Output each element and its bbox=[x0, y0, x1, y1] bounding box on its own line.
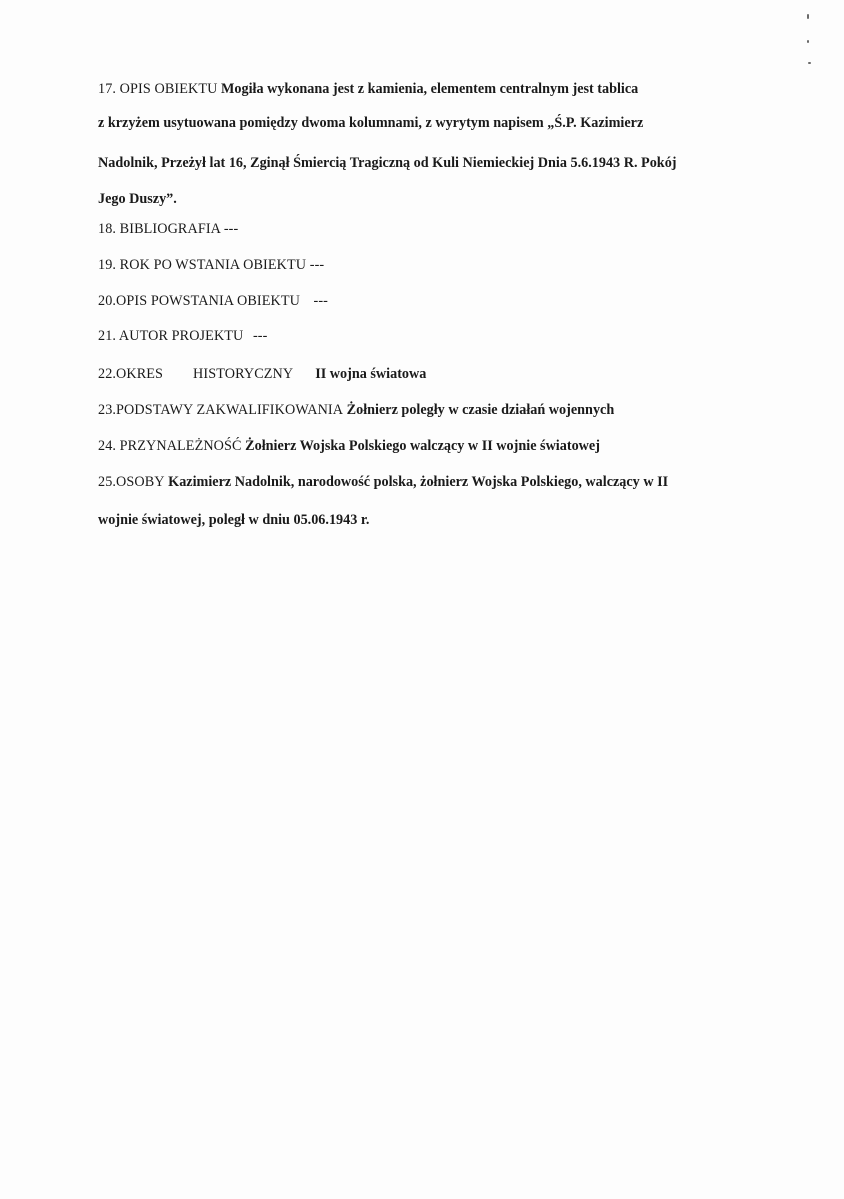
item-23-value: Żołnierz poległy w czasie działań wojennych bbox=[346, 402, 615, 418]
item-18: 18. BIBLIOGRAFIA --- bbox=[98, 221, 239, 237]
item-24-label: 24. PRZYNALEŻNOŚĆ bbox=[98, 438, 242, 454]
item-19: 19. ROK PO WSTANIA OBIEKTU --- bbox=[98, 257, 325, 273]
item-21-label: 21. AUTOR PROJEKTU bbox=[98, 328, 244, 344]
scan-speck bbox=[807, 14, 809, 19]
item-17-label: 17. OPIS OBIEKTU bbox=[98, 81, 218, 97]
item-23 bbox=[98, 401, 614, 419]
item-22-value: II wojna światowa bbox=[315, 366, 427, 382]
item-17-value: Mogiła wykonana jest z kamienia, elementem centralnym jest tablica bbox=[220, 81, 639, 97]
item-21 bbox=[98, 327, 267, 345]
item-25-line-2: wojnie światowej, poległ w dniu 05.06.1943 r. bbox=[98, 512, 370, 528]
item-22 bbox=[98, 365, 426, 383]
item-24-value: Żołnierz Wojska Polskiego walczący w II wojnie światowej bbox=[245, 438, 600, 454]
item-21-value: --- bbox=[252, 328, 268, 344]
item-17-line-4: Jego Duszy”. bbox=[98, 191, 177, 207]
scan-speck bbox=[808, 62, 811, 64]
item-25-line-1 bbox=[98, 473, 668, 491]
item-22-label: 22.OKRES bbox=[98, 366, 164, 382]
item-17-line-2: z krzyżem usytuowana pomiędzy dwoma kolumnami, z wyrytym napisem „Ś.P. Kazimierz bbox=[98, 115, 644, 131]
item-24 bbox=[98, 437, 600, 455]
item-25-label: 25.OSOBY bbox=[98, 474, 165, 490]
scan-speck bbox=[807, 40, 809, 43]
item-22-label-2: HISTORYCZNY bbox=[193, 366, 294, 382]
item-25-value: Kazimierz Nadolnik, narodowość polska, żołnierz Wojska Polskiego, walczący w II bbox=[168, 474, 669, 490]
item-17-line-3: Nadolnik, Przeżył lat 16, Zginął Śmiercią Tragiczną od Kuli Niemieckiej Dnia 5.6.1943 R. Pokój bbox=[98, 155, 677, 171]
item-20-value: --- bbox=[313, 293, 328, 309]
item-17-line-1 bbox=[98, 80, 638, 98]
item-20 bbox=[98, 292, 328, 310]
item-23-label: 23.PODSTAWY ZAKWALIFIKOWANIA bbox=[98, 402, 344, 418]
item-20-label: 20.OPIS POWSTANIA OBIEKTU bbox=[98, 293, 300, 309]
